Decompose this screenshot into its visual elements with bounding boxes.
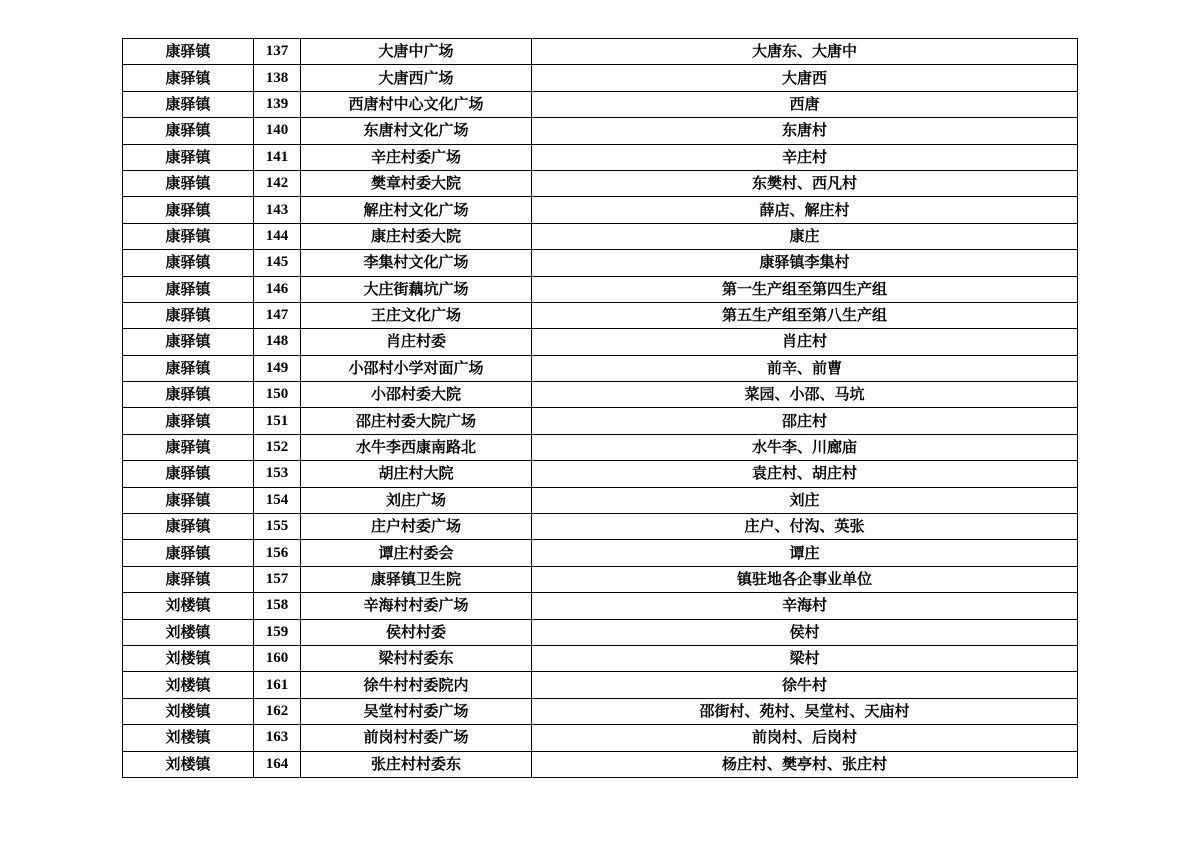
table-row <box>123 39 1078 65</box>
number-cell: 160 <box>254 645 301 671</box>
town-cell: 刘楼镇 <box>123 645 254 671</box>
coverage-cell: 徐牛村 <box>532 672 1078 698</box>
site-cell: 樊章村委大院 <box>301 170 532 196</box>
number-cell: 156 <box>254 540 301 566</box>
coverage-cell: 侯村 <box>532 619 1078 645</box>
number-cell: 161 <box>254 672 301 698</box>
site-cell: 徐牛村村委院内 <box>301 672 532 698</box>
site-cell: 大唐中广场 <box>301 39 532 65</box>
table-row <box>123 751 1078 777</box>
site-cell: 解庄村文化广场 <box>301 197 532 223</box>
site-cell: 小邵村小学对面广场 <box>301 355 532 381</box>
town-cell: 康驿镇 <box>123 566 254 592</box>
town-cell: 康驿镇 <box>123 276 254 302</box>
town-cell: 康驿镇 <box>123 91 254 117</box>
number-cell: 162 <box>254 698 301 724</box>
table-row <box>123 250 1078 276</box>
site-cell: 大唐西广场 <box>301 65 532 91</box>
table-row <box>123 487 1078 513</box>
number-cell: 158 <box>254 593 301 619</box>
town-cell: 康驿镇 <box>123 144 254 170</box>
site-cell: 王庄文化广场 <box>301 302 532 328</box>
site-cell: 小邵村委大院 <box>301 382 532 408</box>
number-cell: 151 <box>254 408 301 434</box>
town-cell: 刘楼镇 <box>123 593 254 619</box>
site-cell: 梁村村委东 <box>301 645 532 671</box>
number-cell: 144 <box>254 223 301 249</box>
town-cell: 刘楼镇 <box>123 751 254 777</box>
coverage-cell: 薛店、解庄村 <box>532 197 1078 223</box>
number-cell: 150 <box>254 382 301 408</box>
number-cell: 157 <box>254 566 301 592</box>
site-cell: 李集村文化广场 <box>301 250 532 276</box>
table-row <box>123 276 1078 302</box>
coverage-cell: 辛海村 <box>532 593 1078 619</box>
coverage-cell: 肖庄村 <box>532 329 1078 355</box>
town-cell: 康驿镇 <box>123 118 254 144</box>
number-cell: 141 <box>254 144 301 170</box>
table-row <box>123 540 1078 566</box>
site-cell: 张庄村村委东 <box>301 751 532 777</box>
coverage-cell: 前辛、前曹 <box>532 355 1078 381</box>
town-cell: 康驿镇 <box>123 223 254 249</box>
sites-table <box>122 38 1078 778</box>
site-cell: 辛庄村委广场 <box>301 144 532 170</box>
site-cell: 前岗村村委广场 <box>301 725 532 751</box>
table-row <box>123 566 1078 592</box>
table-row <box>123 382 1078 408</box>
town-cell: 刘楼镇 <box>123 619 254 645</box>
coverage-cell: 水牛李、川廊庙 <box>532 434 1078 460</box>
coverage-cell: 大唐东、大唐中 <box>532 39 1078 65</box>
coverage-cell: 西唐 <box>532 91 1078 117</box>
town-cell: 康驿镇 <box>123 329 254 355</box>
number-cell: 164 <box>254 751 301 777</box>
table-row <box>123 434 1078 460</box>
coverage-cell: 第五生产组至第八生产组 <box>532 302 1078 328</box>
site-cell: 康驿镇卫生院 <box>301 566 532 592</box>
site-cell: 谭庄村委会 <box>301 540 532 566</box>
table-row <box>123 170 1078 196</box>
table-row <box>123 65 1078 91</box>
town-cell: 康驿镇 <box>123 540 254 566</box>
table-row <box>123 302 1078 328</box>
table-row <box>123 355 1078 381</box>
coverage-cell: 辛庄村 <box>532 144 1078 170</box>
table-row <box>123 461 1078 487</box>
coverage-cell: 康庄 <box>532 223 1078 249</box>
number-cell: 138 <box>254 65 301 91</box>
site-cell: 吴堂村村委广场 <box>301 698 532 724</box>
coverage-cell: 菜园、小邵、马坑 <box>532 382 1078 408</box>
number-cell: 145 <box>254 250 301 276</box>
number-cell: 159 <box>254 619 301 645</box>
number-cell: 139 <box>254 91 301 117</box>
coverage-cell: 庄户、付沟、英张 <box>532 514 1078 540</box>
town-cell: 刘楼镇 <box>123 725 254 751</box>
town-cell: 康驿镇 <box>123 434 254 460</box>
table-row <box>123 197 1078 223</box>
number-cell: 143 <box>254 197 301 223</box>
table-row <box>123 329 1078 355</box>
table-row <box>123 725 1078 751</box>
coverage-cell: 梁村 <box>532 645 1078 671</box>
table-row <box>123 619 1078 645</box>
site-cell: 肖庄村委 <box>301 329 532 355</box>
town-cell: 康驿镇 <box>123 461 254 487</box>
table-row <box>123 672 1078 698</box>
number-cell: 163 <box>254 725 301 751</box>
table-body <box>123 39 1078 778</box>
site-cell: 水牛李西康南路北 <box>301 434 532 460</box>
table-row <box>123 408 1078 434</box>
town-cell: 康驿镇 <box>123 355 254 381</box>
site-cell: 胡庄村大院 <box>301 461 532 487</box>
number-cell: 137 <box>254 39 301 65</box>
town-cell: 康驿镇 <box>123 302 254 328</box>
table-row <box>123 144 1078 170</box>
number-cell: 149 <box>254 355 301 381</box>
coverage-cell: 邵街村、苑村、吴堂村、天庙村 <box>532 698 1078 724</box>
town-cell: 康驿镇 <box>123 382 254 408</box>
site-cell: 康庄村委大院 <box>301 223 532 249</box>
site-cell: 庄户村委广场 <box>301 514 532 540</box>
site-cell: 西唐村中心文化广场 <box>301 91 532 117</box>
number-cell: 142 <box>254 170 301 196</box>
table-row <box>123 593 1078 619</box>
coverage-cell: 杨庄村、樊亭村、张庄村 <box>532 751 1078 777</box>
coverage-cell: 袁庄村、胡庄村 <box>532 461 1078 487</box>
table-row <box>123 223 1078 249</box>
coverage-cell: 大唐西 <box>532 65 1078 91</box>
town-cell: 康驿镇 <box>123 408 254 434</box>
site-cell: 大庄街藕坑广场 <box>301 276 532 302</box>
coverage-cell: 康驿镇李集村 <box>532 250 1078 276</box>
table-row <box>123 645 1078 671</box>
site-cell: 东唐村文化广场 <box>301 118 532 144</box>
coverage-cell: 谭庄 <box>532 540 1078 566</box>
number-cell: 152 <box>254 434 301 460</box>
coverage-cell: 第一生产组至第四生产组 <box>532 276 1078 302</box>
town-cell: 刘楼镇 <box>123 698 254 724</box>
coverage-cell: 邵庄村 <box>532 408 1078 434</box>
site-cell: 侯村村委 <box>301 619 532 645</box>
coverage-cell: 东樊村、西凡村 <box>532 170 1078 196</box>
site-cell: 邵庄村委大院广场 <box>301 408 532 434</box>
table-row <box>123 698 1078 724</box>
coverage-cell: 刘庄 <box>532 487 1078 513</box>
town-cell: 康驿镇 <box>123 514 254 540</box>
number-cell: 146 <box>254 276 301 302</box>
town-cell: 康驿镇 <box>123 487 254 513</box>
coverage-cell: 东唐村 <box>532 118 1078 144</box>
town-cell: 康驿镇 <box>123 197 254 223</box>
number-cell: 140 <box>254 118 301 144</box>
table-row <box>123 91 1078 117</box>
number-cell: 148 <box>254 329 301 355</box>
town-cell: 刘楼镇 <box>123 672 254 698</box>
coverage-cell: 前岗村、后岗村 <box>532 725 1078 751</box>
table-row <box>123 514 1078 540</box>
town-cell: 康驿镇 <box>123 39 254 65</box>
number-cell: 154 <box>254 487 301 513</box>
table-row <box>123 118 1078 144</box>
site-cell: 刘庄广场 <box>301 487 532 513</box>
site-cell: 辛海村村委广场 <box>301 593 532 619</box>
number-cell: 155 <box>254 514 301 540</box>
town-cell: 康驿镇 <box>123 65 254 91</box>
coverage-cell: 镇驻地各企事业单位 <box>532 566 1078 592</box>
town-cell: 康驿镇 <box>123 170 254 196</box>
number-cell: 153 <box>254 461 301 487</box>
number-cell: 147 <box>254 302 301 328</box>
town-cell: 康驿镇 <box>123 250 254 276</box>
